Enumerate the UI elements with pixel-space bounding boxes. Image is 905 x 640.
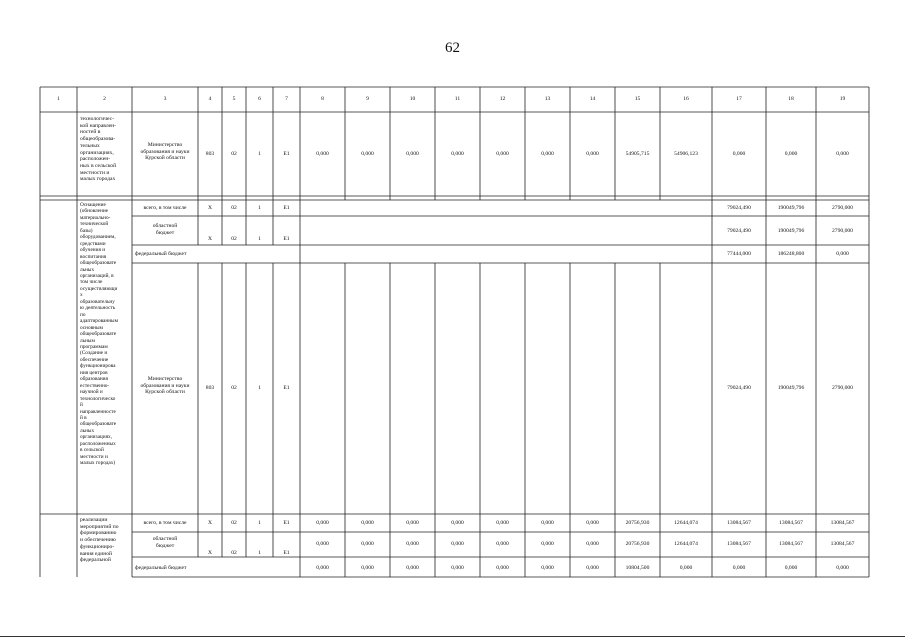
value-cell: 13084,567 bbox=[779, 520, 803, 526]
code-cell: 1 bbox=[258, 205, 261, 211]
federal-budget-label: федеральный бюджет bbox=[135, 251, 187, 257]
value-cell: 0,000 bbox=[836, 251, 849, 257]
value-cell: 190049,796 bbox=[777, 205, 805, 211]
value-cell: 0,000 bbox=[451, 151, 464, 157]
code-cell: Е1 bbox=[283, 550, 290, 556]
regional-budget-label: областной бюджет bbox=[152, 223, 178, 236]
value-cell: 0,000 bbox=[316, 565, 329, 571]
code-cell: 803 bbox=[205, 151, 215, 157]
value-cell: 0,000 bbox=[732, 565, 746, 571]
value-cell: 0,000 bbox=[541, 151, 554, 157]
value-cell: 0,000 bbox=[496, 565, 509, 571]
value-cell: 0,000 bbox=[541, 565, 554, 571]
value-cell: 10804,500 bbox=[625, 565, 650, 571]
value-cell: 0,000 bbox=[586, 520, 599, 526]
value-cell: 12644,074 bbox=[674, 541, 698, 547]
value-cell: 79024,490 bbox=[727, 385, 751, 391]
value-cell: 0,000 bbox=[586, 565, 599, 571]
total-label: всего, в том числе bbox=[143, 205, 187, 211]
header-cell: 18 bbox=[788, 96, 794, 102]
header-cell: 11 bbox=[454, 96, 461, 102]
code-cell: 02 bbox=[231, 236, 237, 242]
value-cell: 0,000 bbox=[586, 541, 599, 547]
value-cell: 13084,567 bbox=[727, 541, 751, 547]
code-cell: 1 bbox=[258, 550, 261, 556]
value-cell: 13084,567 bbox=[727, 520, 751, 526]
program-name-cell: реализации мероприятий по формированию и обеспечению функциониро- вания единой федеральной bbox=[80, 517, 119, 564]
code-cell: 02 bbox=[231, 550, 237, 556]
code-cell: 1 bbox=[258, 236, 261, 242]
value-cell: 0,000 bbox=[361, 541, 374, 547]
header-cell: 19 bbox=[839, 96, 846, 102]
header-cell: 2 bbox=[103, 96, 106, 102]
value-cell: 0,000 bbox=[541, 541, 554, 547]
value-cell: 0,000 bbox=[836, 151, 849, 157]
code-cell: Е1 bbox=[283, 236, 290, 242]
value-cell: 0,000 bbox=[451, 565, 464, 571]
code-cell: 1 bbox=[258, 151, 261, 157]
value-cell: 0,000 bbox=[361, 151, 374, 157]
value-cell: 13084,567 bbox=[830, 541, 855, 547]
code-cell: Е1 bbox=[283, 520, 290, 526]
code-cell: 02 bbox=[231, 385, 237, 391]
value-cell: 0,000 bbox=[316, 541, 329, 547]
federal-budget-label: федеральный бюджет bbox=[135, 565, 187, 571]
header-cell: 4 bbox=[208, 96, 212, 102]
value-cell: 20756,930 bbox=[625, 541, 650, 547]
value-cell: 0,000 bbox=[316, 520, 329, 526]
code-cell: 02 bbox=[231, 151, 237, 157]
header-cell: 12 bbox=[499, 96, 506, 102]
code-cell: Х bbox=[207, 236, 213, 242]
value-cell: 2790,000 bbox=[832, 385, 853, 391]
header-cell: 13 bbox=[544, 96, 551, 102]
value-cell: 0,000 bbox=[406, 520, 419, 526]
value-cell: 54905,715 bbox=[625, 151, 650, 157]
code-cell: 803 bbox=[205, 385, 215, 391]
page-number: 62 bbox=[445, 40, 460, 56]
value-cell: 0,000 bbox=[361, 520, 374, 526]
value-cell: 190049,796 bbox=[777, 385, 805, 391]
header-cell: 6 bbox=[258, 96, 261, 102]
value-cell: 0,000 bbox=[541, 520, 554, 526]
value-cell: 0,000 bbox=[406, 151, 419, 157]
header-cell: 17 bbox=[736, 96, 742, 102]
program-name-cell: Оснащение (обновление материально- технической базы) оборудованием, средствами обучения и воспитания общеобразовате льных организаций, в том числе осуществляющи х образовательну ю деятельность по адаптированным основным общеобразовате льным программам (Создание и обеспечение функционирова ния центров образования естественно- научной и технологическо й направленносте й в общеобразовате льных организациях, расположенных в сельской местности и малых городах) bbox=[80, 202, 118, 467]
code-cell: Е1 bbox=[283, 205, 290, 211]
header-cell: 8 bbox=[321, 96, 324, 102]
header-cell: 10 bbox=[409, 96, 416, 102]
value-cell: 2790,000 bbox=[832, 228, 853, 234]
value-cell: 190049,796 bbox=[777, 228, 805, 234]
scan-edge-line bbox=[0, 636, 905, 637]
value-cell: 12644,074 bbox=[674, 520, 698, 526]
value-cell: 20756,930 bbox=[625, 520, 650, 526]
code-cell: 02 bbox=[231, 520, 237, 526]
value-cell: 0,000 bbox=[784, 565, 798, 571]
value-cell: 0,000 bbox=[451, 541, 464, 547]
header-cell: 3 bbox=[163, 96, 167, 102]
value-cell: 13084,567 bbox=[830, 520, 855, 526]
header-cell: 1 bbox=[57, 96, 60, 102]
value-cell: 0,000 bbox=[406, 541, 419, 547]
value-cell: 13084,567 bbox=[779, 541, 803, 547]
executor-cell: Министерство образования и науки Курской области bbox=[140, 142, 190, 162]
value-cell: 0,000 bbox=[406, 565, 419, 571]
code-cell: 1 bbox=[258, 520, 261, 526]
code-cell: 02 bbox=[231, 205, 237, 211]
value-cell: 0,000 bbox=[496, 520, 509, 526]
value-cell: 0,000 bbox=[361, 565, 374, 571]
code-cell: Х bbox=[207, 550, 213, 556]
header-cell: 14 bbox=[589, 96, 596, 102]
total-label: всего, в том числе bbox=[143, 520, 187, 526]
value-cell: 0,000 bbox=[732, 151, 746, 157]
code-cell: Х bbox=[207, 205, 213, 211]
regional-budget-label: областной бюджет bbox=[152, 536, 178, 549]
value-cell: 0,000 bbox=[586, 151, 599, 157]
header-cell: 9 bbox=[366, 96, 369, 102]
value-cell: 0,000 bbox=[451, 520, 464, 526]
value-cell: 0,000 bbox=[836, 565, 849, 571]
value-cell: 0,000 bbox=[496, 541, 509, 547]
value-cell: 0,000 bbox=[316, 151, 329, 157]
code-cell: 1 bbox=[258, 385, 261, 391]
value-cell: 79024,490 bbox=[727, 228, 751, 234]
header-cell: 16 bbox=[683, 96, 689, 102]
value-cell: 0,000 bbox=[496, 151, 509, 157]
header-cell: 15 bbox=[634, 96, 641, 102]
value-cell: 2790,000 bbox=[832, 205, 853, 211]
code-cell: Е1 bbox=[283, 385, 290, 391]
value-cell: 0,000 bbox=[679, 565, 693, 571]
header-cell: 5 bbox=[232, 96, 236, 102]
executor-cell: Министерство образования и науки Курской области bbox=[140, 376, 190, 396]
header-cell: 7 bbox=[285, 96, 288, 102]
code-cell: Е1 bbox=[283, 151, 290, 157]
value-cell: 77444,000 bbox=[727, 251, 751, 257]
value-cell: 186248,800 bbox=[777, 251, 805, 257]
value-cell: 54906,123 bbox=[674, 151, 698, 157]
value-cell: 0,000 bbox=[784, 151, 798, 157]
code-cell: Х bbox=[207, 520, 213, 526]
value-cell: 79024,490 bbox=[727, 205, 751, 211]
program-name-cell: технологичес- кой направлен- ностей в общеобразова- тельных организациях, расположен- ных в сельской местности и малых городах bbox=[80, 116, 117, 183]
